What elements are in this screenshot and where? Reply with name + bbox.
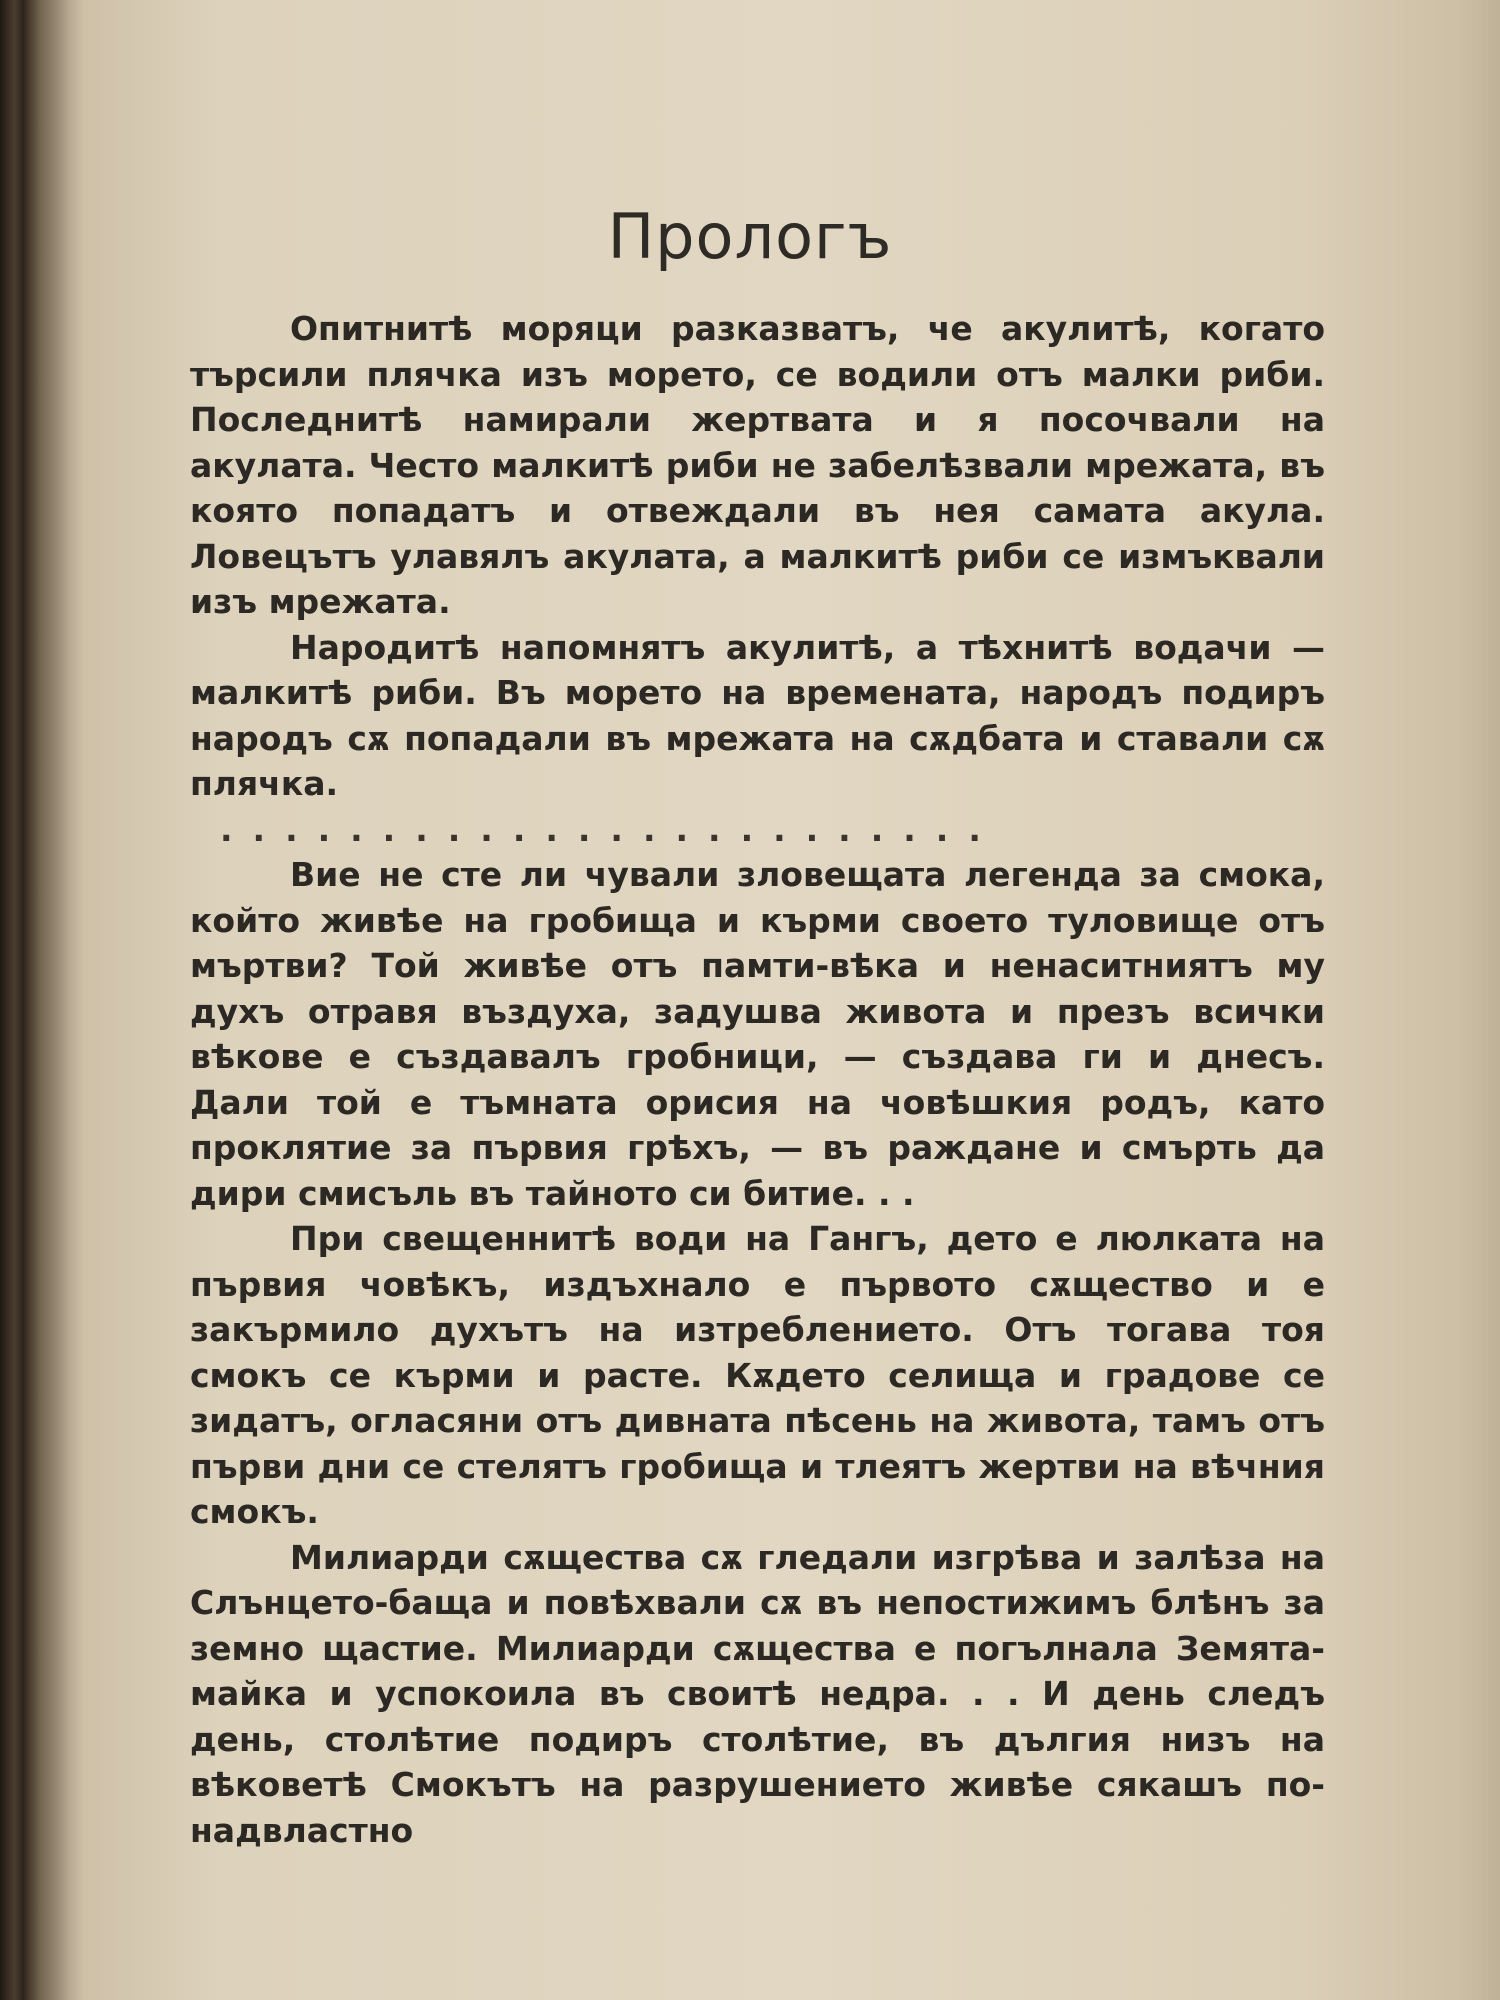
paragraph: Милиарди сѫщества сѫ гледали изгрѣва и залѣза на Слънцето-баща и повѣхвали сѫ въ непостижимъ блѣнъ за земно щастие. Милиарди сѫщества е погълнала Земята-майка и успокоила въ своитѣ недра. . . И день следъ день, столѣтие подиръ столѣтие, въ дългия низъ на вѣковетѣ Смокътъ на разрушението живѣе сякашъ по-надвластно (190, 1537, 1325, 1850)
section-separator: ........................ (220, 809, 1001, 849)
paragraph: При свещеннитѣ води на Гангъ, дето е люлката на първия човѣкъ, издъхнало е първото сѫщество и е закърмило духътъ на изтреблението. Отъ тогава тоя смокъ се кърми и расте. Кѫдето селища и градове се зидатъ, огласяни отъ дивната пѣсень на живота, тамъ отъ първи дни се стелятъ гробища и тлеятъ жертви на вѣчния смокъ. (190, 1219, 1325, 1531)
paragraph: Опитнитѣ моряци разказватъ, че акулитѣ, когато търсили плячка изъ морето, се водили отъ малки риби. Последнитѣ намирали жертвата и я посочвали на акулата. Често малкитѣ риби не забелѣзвали мрежата, въ която попадатъ и отвеждали въ нея самата акула. Ловецътъ улавялъ акулата, а малкитѣ риби се измъквали изъ мрежата. (190, 309, 1325, 621)
page-title: Прологъ (607, 200, 893, 273)
body-text (190, 306, 1325, 1853)
paragraph: Народитѣ напомнятъ акулитѣ, а тѣхнитѣ водачи — малкитѣ риби. Въ морето на времената, народъ подиръ народъ сѫ попадали въ мрежата на сѫдбата и ставали сѫ плячка. (190, 627, 1325, 803)
paragraph: Вие не сте ли чували зловещата легенда за смока, който живѣе на гробища и кърми своето туловище отъ мъртви? Той живѣе отъ памти-вѣка и ненаситниятъ му духъ отравя въздуха, задушва живота и презъ всички вѣкове е създавалъ гробници, — създава ги и днесъ. Дали той е тъмната орисия на човѣшкия родъ, като проклятие за първия грѣхъ, — въ раждане и смърть да дири смисъль въ тайното си битие. . . (190, 855, 1325, 1213)
